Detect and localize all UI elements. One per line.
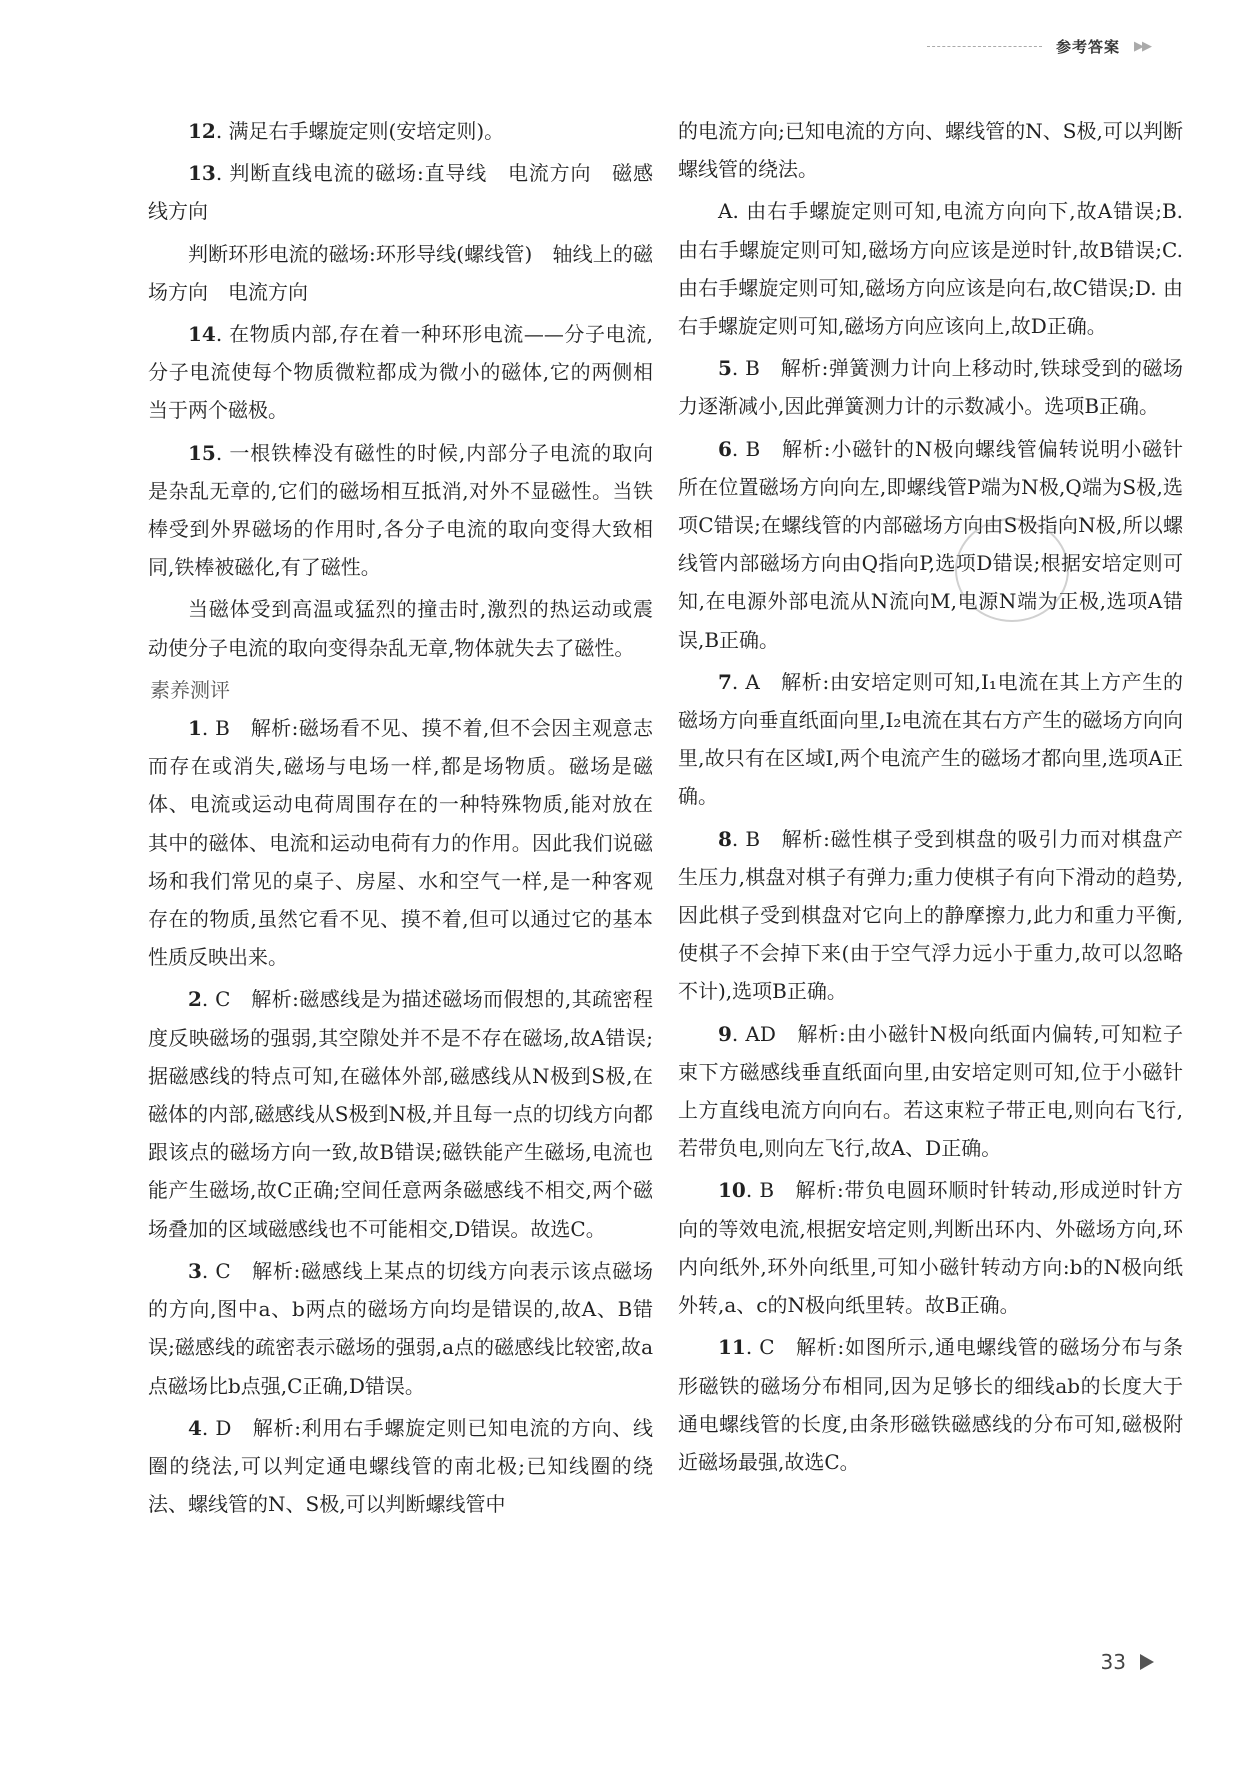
watermark-stamp — [955, 518, 1069, 622]
question-number: 2 — [188, 987, 202, 1012]
question-number: 6 — [718, 436, 732, 461]
answer-paragraph — [148, 1252, 653, 1405]
answer-paragraph — [148, 315, 653, 430]
next-triangle-icon — [1140, 1654, 1154, 1670]
page-footer — [1101, 1650, 1154, 1674]
answer-text: . A 解析:由安培定则可知,I₁电流在其上方产生的磁场方向垂直纸面向里,I₂电流在其右方产生的磁场方向向里,故只有在区域Ⅰ,两个电流产生的磁场才都向里,选项A正确。 — [678, 669, 1183, 809]
question-number: 13 — [188, 161, 216, 186]
answer-paragraph — [148, 434, 653, 587]
question-number: 8 — [718, 826, 732, 851]
answer-text: . C 解析:磁感线是为描述磁场而假想的,其疏密程度反映磁场的强弱,其空隙处并不是不存在磁场,故A错误;据磁感线的特点可知,在磁体外部,磁感线从N极到S极,在磁体的内部,磁感线从S极到N极,并且每一点的切线方向都跟该点的磁场方向一致,故B错误;磁铁能产生磁场,电流也能产生磁场,故C正确;空间任意两条磁感线不相交,两个磁场叠加的区域磁感线也不可能相交,D错误。故选C。 — [148, 987, 653, 1241]
answer-text: 的电流方向;已知电流的方向、螺线管的N、S极,可以判断螺线管的绕法。 — [678, 119, 1183, 182]
answer-paragraph — [678, 349, 1183, 425]
answer-paragraph — [148, 154, 653, 230]
answer-text: . B 解析:带负电圆环顺时针转动,形成逆时针方向的等效电流,根据安培定则,判断出环内、外磁场方向,环内向纸外,环外向纸里,可知小磁针转动方向:b的N极向纸外转,a、c的N极向纸里转。故B正确。 — [678, 1178, 1183, 1318]
answer-paragraph — [148, 112, 653, 150]
answer-text: 当磁体受到高温或猛烈的撞击时,激烈的热运动或震动使分子电流的取向变得杂乱无章,物体就失去了磁性。 — [148, 597, 653, 660]
question-number: 5 — [718, 356, 732, 381]
question-number: 3 — [188, 1258, 202, 1283]
answer-paragraph — [678, 192, 1183, 345]
answer-text: A. 由右手螺旋定则可知,电流方向向下,故A错误;B. 由右手螺旋定则可知,磁场方向应该是逆时针,故B错误;C. 由右手螺旋定则可知,磁场方向应该是向右,故C错误;D. 由右手螺旋定则可知,磁场方向应该向上,故D正确。 — [678, 199, 1183, 339]
header-arrows-icon: ▶▶ — [1134, 39, 1150, 54]
answer-text: 判断环形电流的磁场:环形导线(螺线管) 轴线上的磁场方向 电流方向 — [148, 241, 653, 304]
header-label: 参考答案 — [1055, 38, 1120, 56]
section-heading-text: 素养测评 — [150, 677, 230, 702]
answer-text: . B 解析:磁场看不见、摸不着,但不会因主观意志而存在或消失,磁场与电场一样,都是场物质。磁场是磁体、电流或运动电荷周围存在的一种特殊物质,能对放在其中的磁体、电流和运动电荷有力的作用。因此我们说磁场和我们常见的桌子、房屋、水和空气一样,是一种客观存在的物质,虽然它看不见、摸不着,但可以通过它的基本性质反映出来。 — [148, 716, 653, 970]
question-number: 1 — [188, 716, 202, 741]
question-number: 9 — [718, 1021, 732, 1046]
answer-text: . 一根铁棒没有磁性的时候,内部分子电流的取向是杂乱无章的,它们的磁场相互抵消,对外不显磁性。当铁棒受到外界磁场的作用时,各分子电流的取向变得大致相同,铁棒被磁化,有了磁性。 — [148, 440, 653, 580]
answer-text: . 满足右手螺旋定则(安培定则)。 — [215, 119, 505, 143]
answer-text: . C 解析:磁感线上某点的切线方向表示该点磁场的方向,图中a、b两点的磁场方向均是错误的,故A、B错误;磁感线的疏密表示磁场的强弱,a点的磁感线比较密,故a点磁场比b点强,C正确,D错误。 — [148, 1258, 653, 1398]
section-heading — [148, 671, 653, 709]
header-rule — [927, 46, 1042, 47]
answer-paragraph — [148, 709, 653, 976]
right-column — [678, 112, 1183, 1485]
answer-paragraph — [148, 1409, 653, 1524]
answer-text: . AD 解析:由小磁针N极向纸面内偏转,可知粒子束下方磁感线垂直纸面向里,由安培定则可知,位于小磁针上方直线电流方向向右。若这束粒子带正电,则向右飞行,若带负电,则向左飞行,故A、D正确。 — [678, 1021, 1183, 1161]
answer-paragraph — [678, 1015, 1183, 1168]
answer-paragraph — [148, 235, 653, 311]
left-column — [148, 112, 653, 1527]
answer-text: . B 解析:弹簧测力计向上移动时,铁球受到的磁场力逐渐减小,因此弹簧测力计的示数减小。选项B正确。 — [678, 356, 1183, 419]
question-number: 14 — [188, 322, 216, 347]
answer-paragraph — [678, 112, 1183, 188]
answer-text: . D 解析:利用右手螺旋定则已知电流的方向、线圈的绕法,可以判定通电螺线管的南北极;已知线圈的绕法、螺线管的N、S极,可以判断螺线管中 — [148, 1415, 653, 1517]
answer-paragraph — [678, 1328, 1183, 1481]
answer-paragraph — [678, 663, 1183, 816]
answer-text: . B 解析:磁性棋子受到棋盘的吸引力而对棋盘产生压力,棋盘对棋子有弹力;重力使棋子有向下滑动的趋势,因此棋子受到棋盘对它向上的静摩擦力,此力和重力平衡,使棋子不会掉下来(由于空气浮力远小于重力,故可以忽略不计),选项B正确。 — [678, 826, 1183, 1004]
question-number: 11 — [718, 1335, 746, 1360]
answer-text: . C 解析:如图所示,通电螺线管的磁场分布与条形磁铁的磁场分布相同,因为足够长的细线ab的长度大于通电螺线管的长度,由条形磁铁磁感线的分布可知,磁极附近磁场最强,故选C。 — [678, 1335, 1183, 1474]
question-number: 12 — [188, 119, 216, 143]
question-number: 10 — [718, 1178, 746, 1203]
answer-paragraph — [678, 1171, 1183, 1324]
answer-paragraph — [148, 590, 653, 666]
question-number: 4 — [188, 1415, 202, 1440]
question-number: 15 — [188, 440, 216, 465]
answer-paragraph — [678, 430, 1183, 659]
answer-paragraph — [148, 980, 653, 1247]
page-number: 33 — [1100, 1650, 1126, 1674]
answer-text: . B 解析:小磁针的N极向螺线管偏转说明小磁针所在位置磁场方向向左,即螺线管P端为N极,Q端为S极,选项C错误;在螺线管的内部磁场方向由S极指向N极,所以螺线管内部磁场方向由Q指向P,选项D错误;根据安培定则可知,在电源外部电流从N流向M,电源N端为正极,选项A错误,B正确。 — [678, 436, 1183, 652]
answer-paragraph — [678, 820, 1183, 1011]
page-header — [927, 36, 1150, 57]
answer-text: . 判断直线电流的磁场:直导线 电流方向 磁感线方向 — [148, 161, 653, 224]
question-number: 7 — [718, 669, 732, 694]
answer-text: . 在物质内部,存在着一种环形电流——分子电流,分子电流使每个物质微粒都成为微小的磁体,它的两侧相当于两个磁极。 — [148, 322, 653, 423]
